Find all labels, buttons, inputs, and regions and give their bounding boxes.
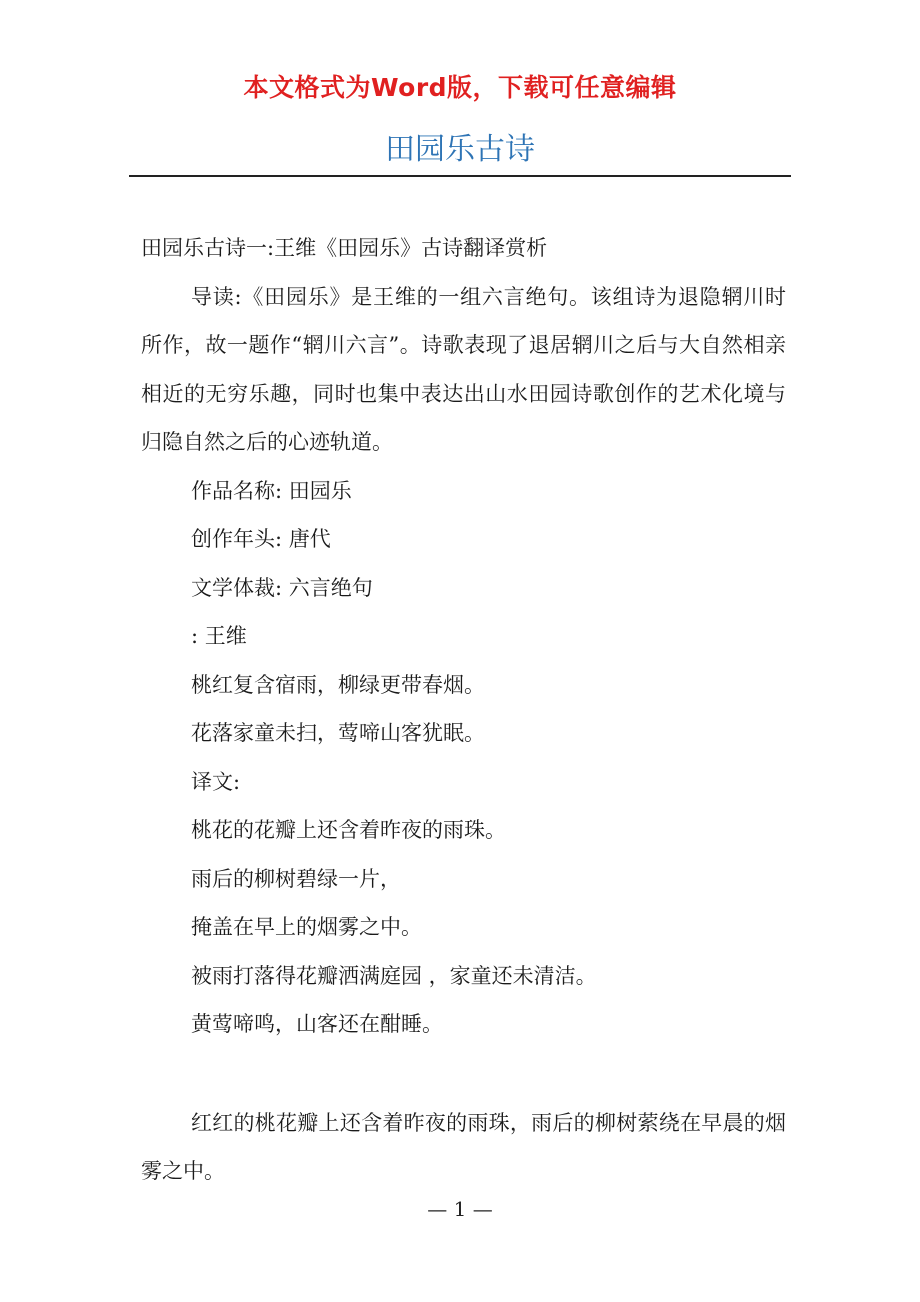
translation-label: 译文:: [191, 769, 241, 794]
closing-paragraph: 红红的桃花瓣上还含着昨夜的雨珠，雨后的柳树萦绕在早晨的烟雾之中。: [141, 1110, 786, 1183]
info-line-title: 作品名称: 田园乐: [191, 478, 352, 503]
info-line-era: 创作年头: 唐代: [191, 527, 331, 551]
translation-line: 被雨打落得花瓣洒满庭园 ，家童还未清洁。: [191, 963, 597, 988]
poem-line: 桃红复含宿雨，柳绿更带春烟。: [191, 672, 485, 697]
translation-line: 黄莺啼鸣，山客还在酣睡。: [191, 1012, 443, 1036]
translation-line: 桃花的花瓣上还含着昨夜的雨珠。: [191, 818, 506, 842]
info-line-genre: 文学体裁: 六言绝句: [191, 575, 373, 600]
format-notice-banner: 本文格式为Word版，下载可任意编辑: [243, 73, 677, 102]
info-line-author: : 王维: [191, 624, 247, 648]
document-body: [141, 224, 786, 1196]
article-heading: 田园乐古诗一:王维《田园乐》古诗翻译赏析: [141, 236, 548, 260]
translation-line: 掩盖在早上的烟雾之中。: [191, 915, 422, 939]
paragraph-spacer: [141, 1049, 786, 1099]
intro-paragraph: 导读:《田园乐》是王维的一组六言绝句。该组诗为退隐辋川时所作，故一题作“辋川六言”。诗歌表现了退居辋川之后与大自然相亲相近的无穷乐趣，同时也集中表达出山水田园诗歌创作的艺术化境与归隐自然之后的心迹轨道。: [141, 284, 786, 454]
poem-line: 花落家童未扫，莺啼山客犹眠。: [191, 721, 485, 745]
page-number: — 1 —: [427, 1197, 493, 1221]
document-title: 田园乐古诗: [385, 132, 535, 167]
translation-line: 雨后的柳树碧绿一片，: [191, 866, 401, 891]
title-divider: [129, 175, 791, 177]
